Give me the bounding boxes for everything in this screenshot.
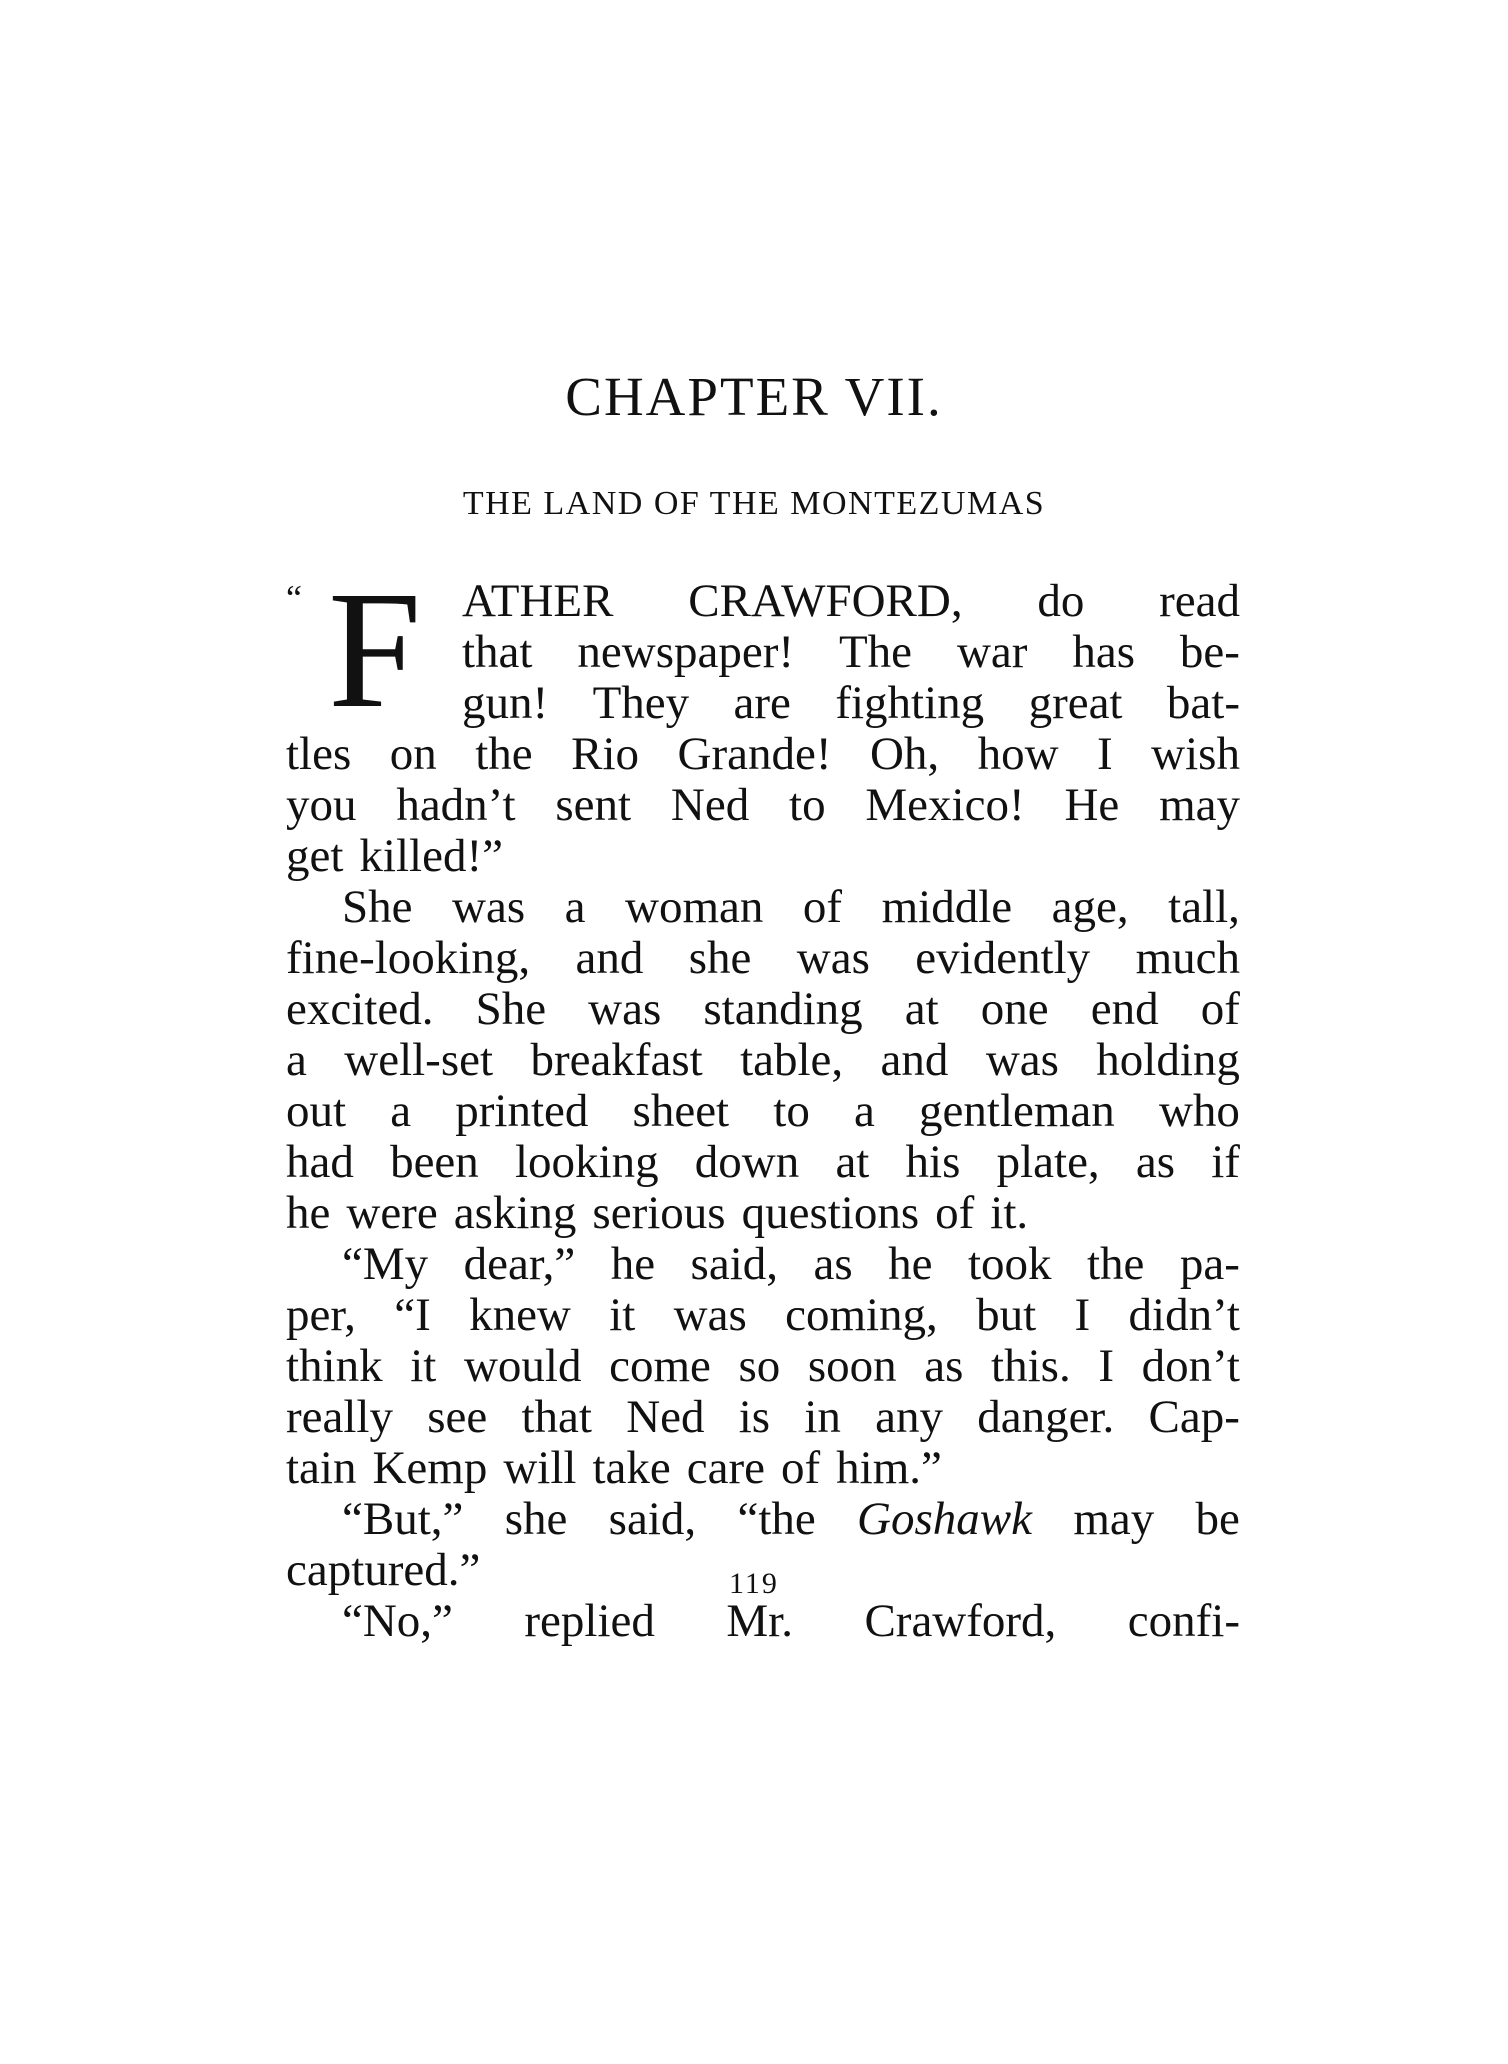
word: knew (469, 1289, 571, 1341)
word: was (985, 1034, 1059, 1086)
word: replied (524, 1595, 655, 1647)
word: so (738, 1340, 781, 1392)
word: on (389, 728, 437, 780)
word: out (286, 1085, 347, 1137)
word: if (1211, 1136, 1240, 1188)
word: he (888, 1238, 933, 1290)
word: don’t (1141, 1340, 1240, 1392)
word: Oh, (869, 728, 940, 780)
word: one (980, 983, 1049, 1035)
text-line (286, 1443, 1240, 1494)
word: coming, (785, 1289, 938, 1341)
word: sheet (632, 1085, 730, 1137)
word: I (1097, 728, 1113, 780)
text-lines (286, 576, 1240, 1647)
text-line (286, 1188, 1240, 1239)
word: table, (740, 1034, 844, 1086)
text-line (286, 933, 1240, 984)
word: looking (514, 1136, 659, 1188)
word: was (673, 1289, 747, 1341)
text-line (286, 1239, 1240, 1290)
word: he (610, 1238, 656, 1290)
word: to (789, 779, 826, 831)
word: hadn’t (396, 779, 516, 831)
word: age, (1051, 881, 1129, 933)
word: would (463, 1340, 582, 1392)
word: of (802, 881, 843, 933)
word: tles (286, 728, 352, 780)
word: really (286, 1391, 393, 1443)
word: was (588, 983, 662, 1035)
word: asking (453, 1187, 577, 1239)
word: down (694, 1136, 800, 1188)
word: been (390, 1136, 479, 1188)
word: He (1064, 779, 1120, 831)
word: as (813, 1238, 853, 1290)
word: get (286, 830, 344, 882)
word: She (342, 881, 413, 933)
word: him.” (836, 1442, 942, 1494)
text-line (286, 627, 1240, 678)
word: The (838, 626, 913, 678)
word: war (956, 626, 1028, 678)
text-line (286, 1341, 1240, 1392)
word: a (286, 1034, 307, 1086)
word: Mr. (726, 1595, 793, 1647)
word: be- (1179, 626, 1240, 678)
word: any (875, 1391, 944, 1443)
word: a (390, 1085, 412, 1137)
chapter-subtitle: THE LAND OF THE MONTEZUMAS (462, 485, 1046, 522)
word: read (1159, 575, 1240, 627)
text-line (286, 1392, 1240, 1443)
word: this. (991, 1340, 1071, 1392)
word: excited. (286, 983, 434, 1035)
word: that (462, 626, 533, 678)
text-line (286, 1035, 1240, 1086)
word: a (854, 1085, 875, 1137)
word: middle (881, 881, 1013, 933)
word: was (452, 881, 526, 933)
word: said, (608, 1493, 697, 1545)
word: didn’t (1128, 1289, 1240, 1341)
text-line (286, 780, 1240, 831)
word: Crawford, (864, 1595, 1057, 1647)
word: Mexico! (865, 779, 1025, 831)
word: Grande! (677, 728, 832, 780)
word: were (346, 1187, 438, 1239)
word: had (286, 1136, 354, 1188)
word: as (1135, 1136, 1176, 1188)
word: end (1090, 983, 1159, 1035)
word: of (935, 1187, 975, 1239)
word: she (688, 932, 752, 984)
word: of (1200, 983, 1240, 1035)
word: you (286, 779, 357, 831)
word: at (835, 1136, 870, 1188)
word: “But,” (342, 1493, 464, 1545)
word: it (609, 1289, 636, 1341)
word: soon (807, 1340, 897, 1392)
word: may (1159, 779, 1240, 831)
page-number: 119 (729, 1567, 779, 1600)
word: sent (555, 779, 632, 831)
word: Goshawk (857, 1493, 1032, 1545)
word: will (503, 1442, 577, 1494)
word: was (796, 932, 870, 984)
chapter-title: CHAPTER VII. (565, 366, 943, 427)
word: Kemp (372, 1442, 488, 1494)
word: the (1086, 1238, 1145, 1290)
body-text (286, 557, 1240, 1647)
word: she (504, 1493, 568, 1545)
word: a (564, 881, 586, 933)
text-line (286, 1494, 1240, 1545)
word: ATHER (462, 575, 614, 627)
word: gentleman (919, 1085, 1115, 1137)
word: pa- (1179, 1238, 1240, 1290)
word: She (475, 983, 547, 1035)
word: I (1074, 1289, 1091, 1341)
word: is (738, 1391, 771, 1443)
word: at (904, 983, 939, 1035)
word: breakfast (530, 1034, 703, 1086)
word: gun! (462, 677, 549, 729)
word: questions (741, 1187, 920, 1239)
opening-quote-mark: “ (286, 578, 302, 618)
word: but (976, 1289, 1037, 1341)
word: tall, (1168, 881, 1240, 933)
word: be (1195, 1493, 1240, 1545)
word: “My (342, 1238, 429, 1290)
word: as (924, 1340, 964, 1392)
word: took (967, 1238, 1052, 1290)
word: has (1072, 626, 1135, 678)
text-line (286, 831, 1240, 882)
text-line (286, 984, 1240, 1035)
word: evidently (915, 932, 1091, 984)
word: fine-looking, (286, 932, 531, 984)
word: Ned (670, 779, 750, 831)
word: take (592, 1442, 671, 1494)
word: Cap- (1148, 1391, 1240, 1443)
word: do (1037, 575, 1085, 627)
word: in (804, 1391, 841, 1443)
word: fighting (835, 677, 985, 729)
word: holding (1096, 1034, 1240, 1086)
word: I (1098, 1340, 1114, 1392)
word: newspaper! (577, 626, 795, 678)
word: come (609, 1340, 711, 1392)
word: his (905, 1136, 961, 1188)
word: said, (690, 1238, 779, 1290)
text-line (286, 678, 1240, 729)
word: “No,” (342, 1595, 453, 1647)
word: They (592, 677, 690, 729)
word: wish (1151, 728, 1240, 780)
word: dear,” (463, 1238, 576, 1290)
word: plate, (996, 1136, 1100, 1188)
word: printed (455, 1085, 589, 1137)
word: captured.” (286, 1544, 481, 1596)
text-line (286, 576, 1240, 627)
word: “the (737, 1493, 816, 1545)
word: it (410, 1340, 437, 1392)
text-line (286, 1137, 1240, 1188)
word: how (977, 728, 1059, 780)
word: are (733, 677, 791, 729)
word: tain (286, 1442, 357, 1494)
text-line (286, 1086, 1240, 1137)
word: “I (394, 1289, 431, 1341)
word: standing (703, 983, 863, 1035)
word: of (781, 1442, 821, 1494)
word: danger. (977, 1391, 1115, 1443)
word: great (1028, 677, 1123, 729)
word: see (427, 1391, 488, 1443)
word: per, (286, 1289, 356, 1341)
word: much (1135, 932, 1240, 984)
word: and (880, 1034, 949, 1086)
word: think (286, 1340, 383, 1392)
word: well-set (344, 1034, 494, 1086)
word: bat- (1166, 677, 1240, 729)
word: killed!” (359, 830, 503, 882)
word: may (1073, 1493, 1155, 1545)
word: the (475, 728, 533, 780)
word: it. (990, 1187, 1029, 1239)
word: Ned (626, 1391, 705, 1443)
word: and (575, 932, 644, 984)
word: that (521, 1391, 592, 1443)
drop-cap-letter: F (328, 557, 422, 743)
word: woman (625, 881, 764, 933)
word: he (286, 1187, 331, 1239)
text-line (286, 729, 1240, 780)
word: CRAWFORD, (688, 575, 963, 627)
word: care (686, 1442, 765, 1494)
word: to (773, 1085, 810, 1137)
word: serious (592, 1187, 726, 1239)
text-line (286, 1290, 1240, 1341)
text-line (286, 882, 1240, 933)
word: confi- (1127, 1595, 1240, 1647)
word: who (1158, 1085, 1240, 1137)
word: Rio (571, 728, 640, 780)
